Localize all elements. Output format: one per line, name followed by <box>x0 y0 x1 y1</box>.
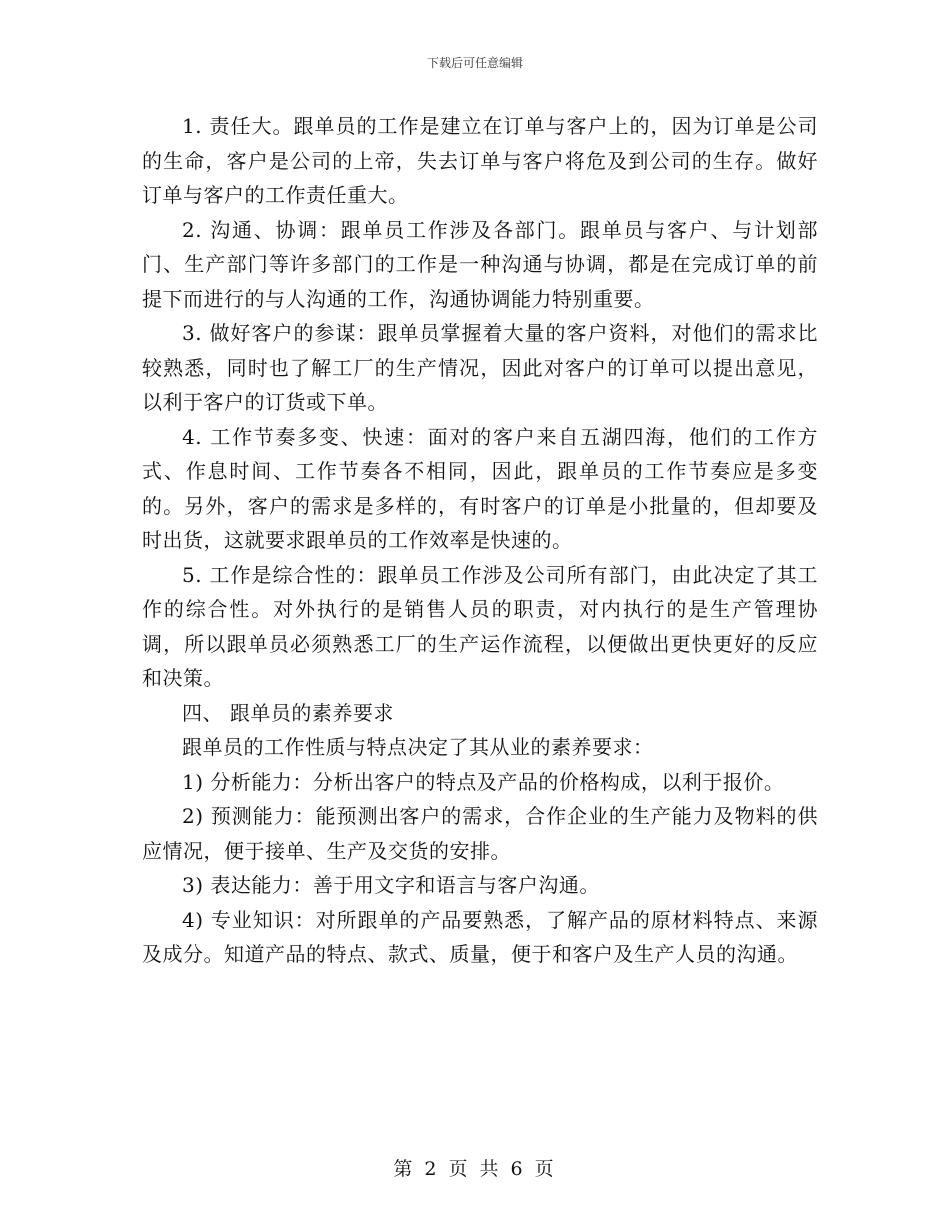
section-heading: 四、 跟单员的素养要求 <box>182 700 394 725</box>
document-body <box>142 109 818 972</box>
paragraph-duty: 1. 责任大。跟单员的工作是建立在订单与客户上的，因为订单是公司的生命，客户是公司的上帝，失去订单与客户将危及到公司的生存。做好订单与客户的工作责任重大。 <box>142 114 818 207</box>
paragraph-advisor: 3. 做好客户的参谋：跟单员掌握着大量的客户资料，对他们的需求比较熟悉，同时也了解工厂的生产情况，因此对客户的订单可以提出意见，以利于客户的订货或下单。 <box>142 321 818 414</box>
list-item-analysis: 1) 分析能力：分析出客户的特点及产品的价格构成，以利于报价。 <box>182 769 785 794</box>
list-item-expression: 3) 表达能力：善于用文字和语言与客户沟通。 <box>182 873 600 897</box>
page-header: 下载后可任意编辑 <box>426 56 523 70</box>
paragraph-intro: 跟单员的工作性质与特点决定了其从业的素养要求： <box>182 735 654 759</box>
list-item-forecast: 2) 预测能力：能预测出客户的需求，合作企业的生产能力及物料的供应情况，便于接单、生产及交货的安排。 <box>142 804 818 863</box>
list-item-knowledge: 4) 专业知识：对所跟单的产品要熟悉，了解产品的原材料特点、来源及成分。知道产品的特点、款式、质量，便于和客户及生产人员的沟通。 <box>142 907 818 966</box>
paragraph-work-pace: 4. 工作节奏多变、快速：面对的客户来自五湖四海，他们的工作方式、作息时间、工作节奏各不相同，因此，跟单员的工作节奏应是多变的。另外，客户的需求是多样的，有时客户的订单是小批量的，但却要及时出货，这就要求跟单员的工作效率是快速的。 <box>142 424 818 552</box>
page-number: 第 2 页 共 6 页 <box>393 1158 557 1180</box>
paragraph-comprehensive: 5. 工作是综合性的：跟单员工作涉及公司所有部门，由此决定了其工作的综合性。对外执行的是销售人员的职责，对内执行的是生产管理协调，所以跟单员必须熟悉工厂的生产运作流程，以便做出更快更好的反应和决策。 <box>142 562 818 690</box>
paragraph-communication: 2. 沟通、协调：跟单员工作涉及各部门。跟单员与客户、与计划部门、生产部门等许多部门的工作是一种沟通与协调，都是在完成订单的前提下而进行的与人沟通的工作，沟通协调能力特别重要。 <box>142 217 818 311</box>
